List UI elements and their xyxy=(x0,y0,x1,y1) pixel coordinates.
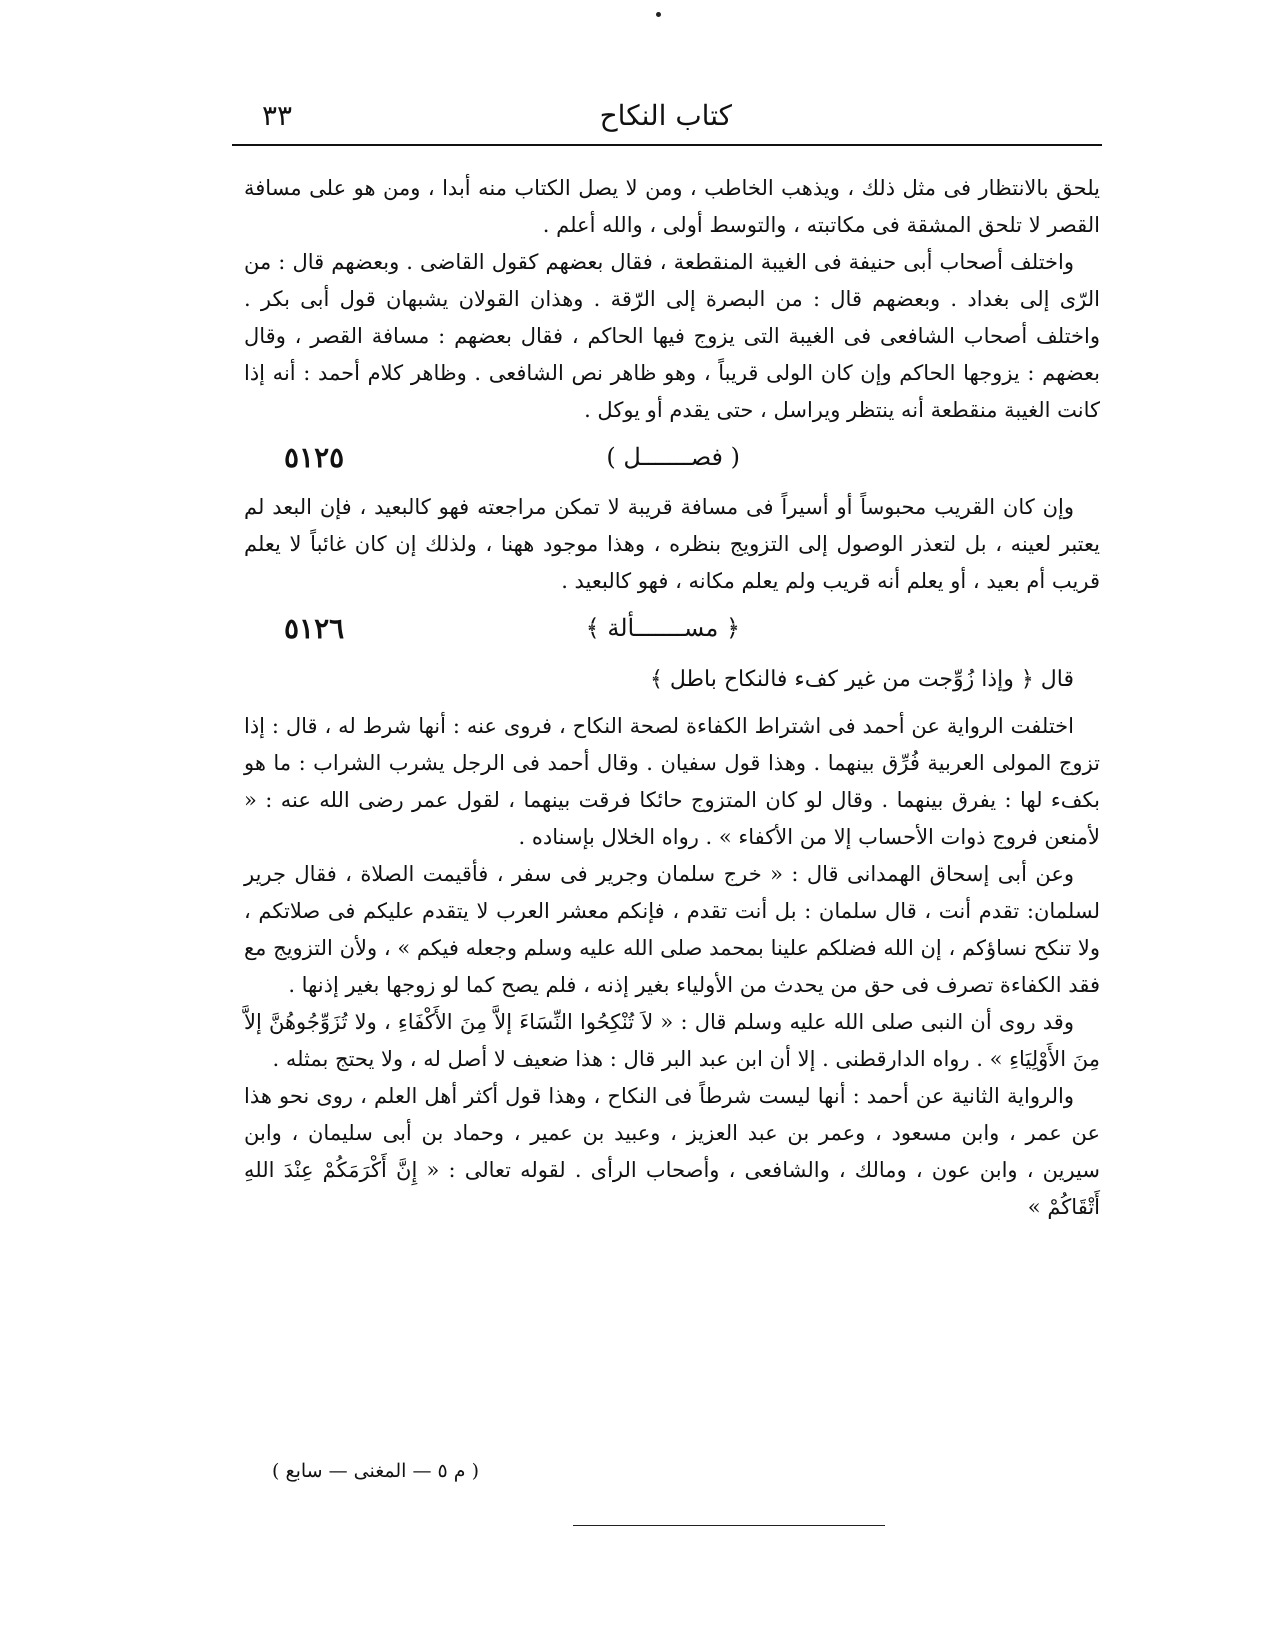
paragraph: وعن أبى إسحاق الهمدانى قال : « خرج سلمان وجرير فى سفر ، فأقيمت الصلاة ، فقال جرير لسلمان: تقدم أنت ، قال سلمان : بل أنت تقدم ، فإنكم معشر العرب لا يتقدم عليكم فى صلاتكم ، ولا تنكح نساؤكم ، إن الله فضلكم علينا بمحمد صلى الله عليه وسلم وجعله فيكم » ، ولأن التزويج مع فقد الكفاءة تصرف فى حق من يحدث من الأولياء بغير إذنه ، فلم يصح كما لو زوجها بغير إذنها . xyxy=(244,862,1100,997)
paragraph: وإن كان القريب محبوساً أو أسيراً فى مسافة قريبة لا تمكن مراجعته فهو كالبعيد ، فإن البعد لم يعتبر لعينه ، بل لتعذر الوصول إلى التزويج بنظره ، وهذا موجود ههنا ، ولذلك إن كان غائباً لا يعلم قريب أم بعيد ، أو يعلم أنه قريب ولم يعلم مكانه ، فهو كالبعيد . xyxy=(244,495,1100,593)
paragraph: والرواية الثانية عن أحمد : أنها ليست شرطاً فى النكاح ، وهذا قول أكثر أهل العلم ، روى نحو هذا عن عمر ، وابن مسعود ، وعمر بن عبد العزيز ، وعبيد بن عمير ، وحماد بن أبى سليمان ، وابن سيرين ، وابن عون ، ومالك ، والشافعى ، وأصحاب الرأى . لقوله تعالى : « إِنَّ أَكْرَمَكُمْ عِنْدَ اللهِ أَتْقَاكُمْ » xyxy=(244,1084,1100,1219)
running-header xyxy=(232,96,1102,140)
top-dot-mark xyxy=(656,12,661,17)
paragraph: يلحق بالانتظار فى مثل ذلك ، ويذهب الخاطب ، ومن لا يصل الكتاب منه أبدا ، ومن هو على مسافة القصر لا تلحق المشقة فى مكاتبته ، والتوسط أولى ، والله أعلم . xyxy=(244,176,1100,237)
section-heading-5125 xyxy=(244,437,1100,483)
page-number: ٣٣ xyxy=(262,99,293,132)
masala-quote: قال ﴿ وإذا زُوِّجت من غير كفء فالنكاح باطل ﴾ xyxy=(649,667,1074,692)
header-title: كتاب النكاح xyxy=(599,99,732,132)
section-number: ٥١٢٥ xyxy=(284,441,345,474)
section-heading-5126 xyxy=(244,608,1100,654)
section-label: ﴿ مســـــــألة ﴾ xyxy=(585,614,740,642)
section-label: ( فصـــــــل ) xyxy=(606,443,740,471)
signature-mark: ( م ٥ — المغنى — سابع ) xyxy=(272,1460,479,1482)
page-body xyxy=(244,170,1100,1226)
section-number: ٥١٢٦ xyxy=(284,612,345,645)
paragraph: وقد روى أن النبى صلى الله عليه وسلم قال : « لاَ تُنْكِحُوا النِّسَاءَ إلاَّ مِنَ الأَكْفَاءِ ، ولا تُزَوِّجُوهُنَّ إلاَّ مِنَ الأَوْلِيَاءِ » . رواه الدارقطنى . إلا أن ابن عبد البر قال : هذا ضعيف لا أصل له ، ولا يحتج بمثله . xyxy=(244,1010,1100,1071)
paragraph: واختلف أصحاب أبى حنيفة فى الغيبة المنقطعة ، فقال بعضهم كقول القاضى . وبعضهم قال : من الرّى إلى بغداد . وبعضهم قال : من البصرة إلى الرّقة . وهذان القولان يشبهان قول أبى بكر . واختلف أصحاب الشافعى فى الغيبة التى يزوج فيها الحاكم ، فقال بعضهم : مسافة القصر ، وقال بعضهم : يزوجها الحاكم وإن كان الولى قريباً ، وهو ظاهر نص الشافعى . وظاهر كلام أحمد : أنه إذا كانت الغيبة منقطعة أنه ينتظر ويراسل ، حتى يقدم أو يوكل . xyxy=(244,250,1100,422)
header-rule xyxy=(232,144,1102,146)
paragraph: اختلفت الرواية عن أحمد فى اشتراط الكفاءة لصحة النكاح ، فروى عنه : أنها شرط له ، قال : إذا تزوج المولى العربية فُرِّق بينهما . وهذا قول سفيان . وقال أحمد فى الرجل يشرب الشراب : ما هو بكفء لها : يفرق بينهما . وقال لو كان المتزوج حائكا فرقت بينهما ، لقول عمر رضى الله عنه : « لأمنعن فروج ذوات الأحساب إلا من الأكفاء » . رواه الخلال بإسناده . xyxy=(244,714,1100,849)
footer-rule xyxy=(573,1525,885,1526)
